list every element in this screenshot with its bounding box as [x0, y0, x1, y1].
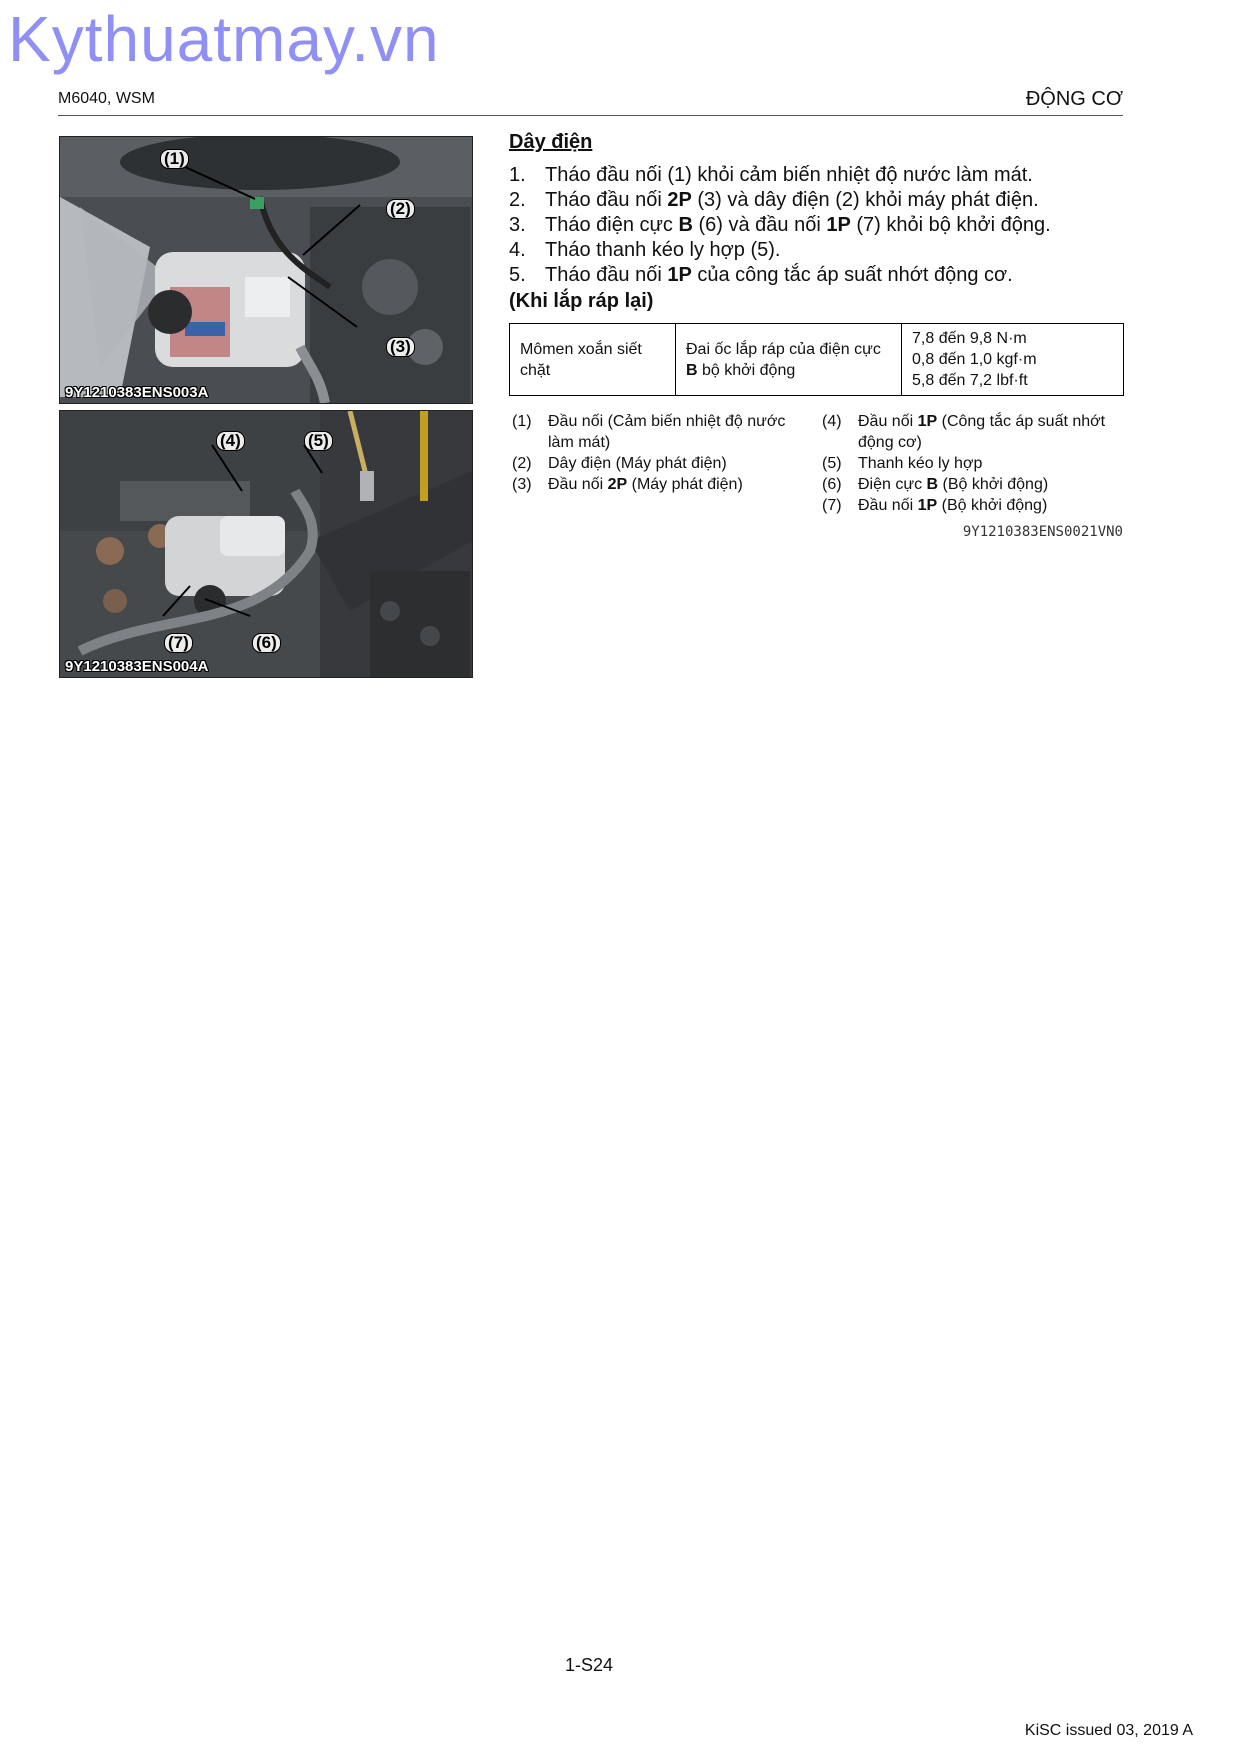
callout-1: (1)	[160, 149, 189, 169]
header-rule	[58, 115, 1123, 116]
legend-item: (1) Đầu nối (Cảm biến nhiệt độ nước làm mát)	[512, 413, 786, 451]
alternator-illustration	[60, 137, 472, 403]
legend-item: (6) Điện cực B (Bộ khởi động)	[822, 476, 1049, 493]
callout-7: (7)	[164, 633, 193, 653]
procedure-steps	[509, 163, 1051, 288]
watermark: Kythuatmay.vn	[8, 3, 440, 75]
header-model: M6040, WSM	[58, 90, 155, 107]
photo-alternator	[59, 136, 473, 404]
step-item: 5. Tháo đầu nối 1P của công tắc áp suất nhớt động cơ.	[509, 264, 1013, 286]
legend-right	[822, 411, 1128, 516]
legend-item: (3) Đầu nối 2P (Máy phát điện)	[512, 476, 743, 493]
step-item: 3. Tháo điện cực B (6) và đầu nối 1P (7) khỏi bộ khởi động.	[509, 214, 1051, 236]
legend-item: (2) Dây điện (Máy phát điện)	[512, 455, 727, 472]
legend-item: (4) Đầu nối 1P (Công tắc áp suất nhớt động cơ)	[822, 413, 1106, 451]
callout-6: (6)	[252, 633, 281, 653]
step-item: 2. Tháo đầu nối 2P (3) và dây điện (2) khỏi máy phát điện.	[509, 189, 1039, 211]
legend-item: (7) Đầu nối 1P (Bộ khởi động)	[822, 497, 1048, 514]
page-number: 1-S24	[565, 1655, 614, 1675]
photo-id: 9Y1210383ENS003A	[65, 384, 209, 401]
callout-4: (4)	[216, 431, 245, 451]
legend-left	[512, 411, 798, 495]
photo-starter	[59, 410, 473, 678]
header-chapter: ĐỘNG CƠ	[1025, 88, 1123, 110]
step-item: 1. Tháo đầu nối (1) khỏi cảm biến nhiệt độ nước làm mát.	[509, 164, 1033, 186]
torque-values: 7,8 đến 9,8 N·m 0,8 đến 1,0 kgf·m 5,8 đến 7,2 lbf·ft	[902, 324, 1124, 396]
footer-issue: KiSC issued 03, 2019 A	[1024, 1722, 1193, 1739]
step-item: 4. Tháo thanh kéo ly hợp (5).	[509, 239, 781, 261]
section-title: Dây điện	[509, 131, 593, 153]
photo-id: 9Y1210383ENS004A	[65, 658, 209, 675]
torque-table	[509, 323, 1124, 396]
torque-label: Mômen xoắn siết chặt	[510, 324, 676, 396]
callout-3: (3)	[386, 337, 415, 357]
reassembly-heading: (Khi lắp ráp lại)	[509, 290, 654, 312]
callout-2: (2)	[386, 199, 415, 219]
document-code: 9Y1210383ENS0021VN0	[962, 524, 1123, 540]
legend-item: (5) Thanh kéo ly hợp	[822, 455, 983, 472]
callout-5: (5)	[304, 431, 333, 451]
torque-item: Đai ốc lắp ráp của điện cực B bộ khởi động	[676, 324, 902, 396]
